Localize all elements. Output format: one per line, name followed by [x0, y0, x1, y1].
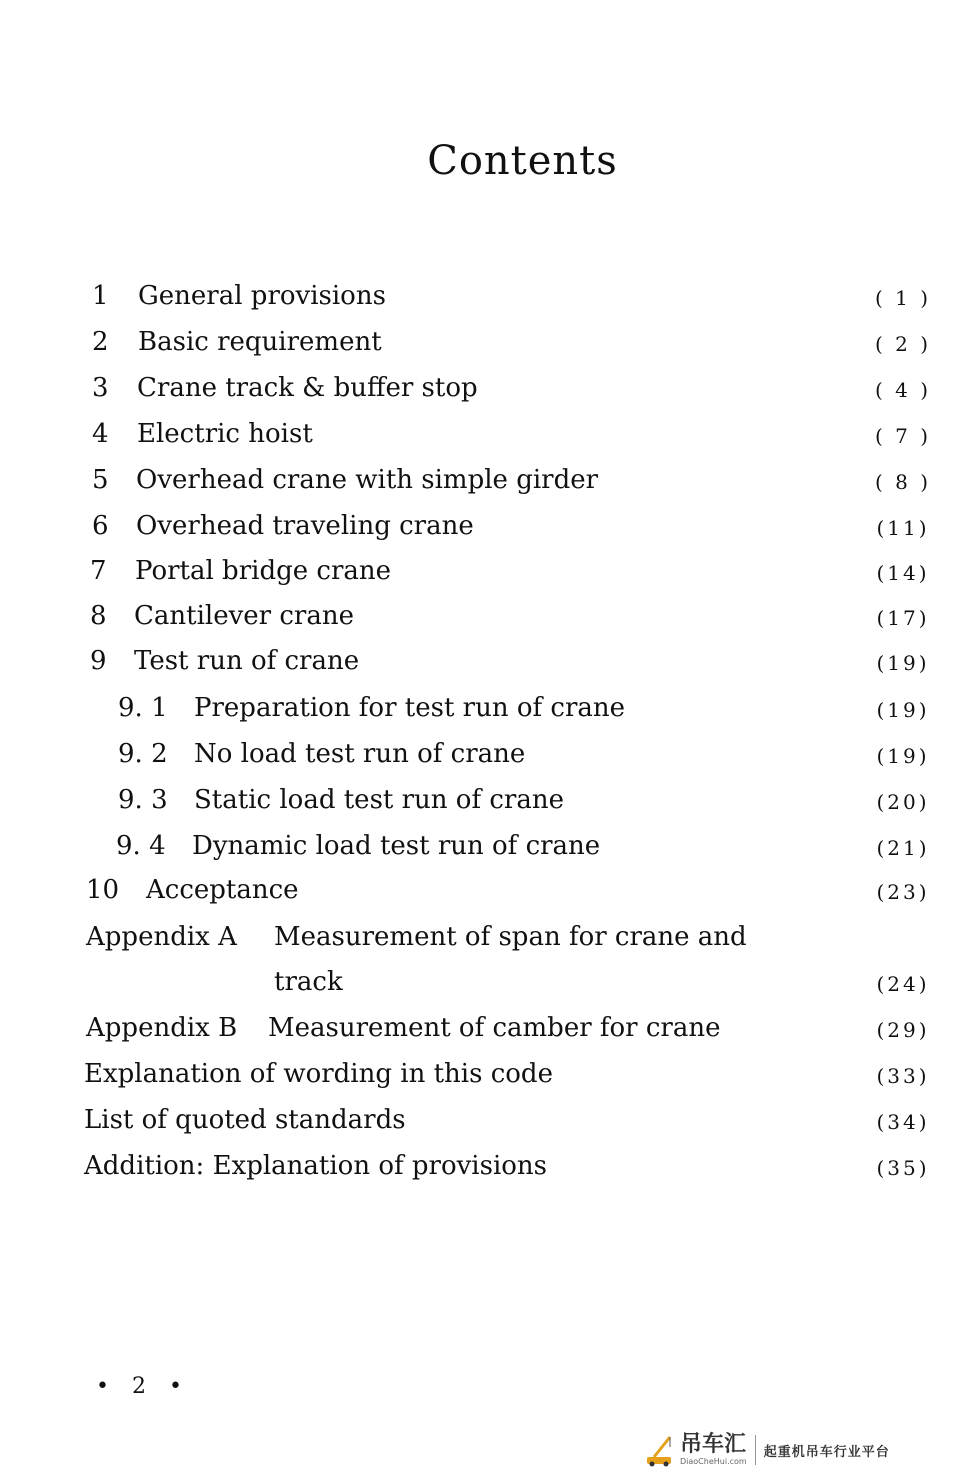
toc-entry[interactable] [0, 734, 975, 774]
toc-leader-dots [582, 1054, 852, 1094]
toc-entry-page: (35) [876, 1156, 930, 1180]
toc-entry-number: 6 [92, 511, 109, 541]
toc-entry-title: Overhead crane with simple girder [136, 465, 599, 495]
toc-entry[interactable] [0, 826, 975, 866]
toc-entry-title: Test run of crane [134, 646, 360, 676]
toc-entry[interactable] [0, 780, 975, 820]
toc-leader-dots [582, 1146, 850, 1186]
toc-leader-dots [344, 414, 860, 454]
toc-entry-page: (11) [876, 516, 930, 540]
toc-entry[interactable] [0, 414, 975, 454]
toc-entry-page: (33) [876, 1064, 930, 1088]
toc-entry-page: ( 4 ) [874, 378, 932, 402]
logo-domain: DiaoCheHui.com [680, 1457, 747, 1466]
toc-entry-title: Overhead traveling crane [136, 511, 474, 541]
toc-entry-page: (17) [876, 606, 930, 630]
logo-divider [755, 1435, 756, 1465]
page-title: Contents [427, 138, 618, 184]
toc-entry-number: 9 [90, 646, 107, 676]
toc-entry-title: Acceptance [146, 875, 299, 905]
toc-leader-dots [498, 368, 860, 408]
toc-entry-title: Crane track & buffer stop [137, 373, 478, 403]
toc-entry-title: List of quoted standards [84, 1105, 406, 1135]
logo-brand [680, 1434, 747, 1466]
toc-entry-page: (19) [876, 744, 930, 768]
toc-entry-page: (24) [876, 972, 930, 996]
toc-leader-dots [556, 734, 858, 774]
toc-entry-title: Static load test run of crane [194, 785, 564, 815]
toc-leader-dots [586, 780, 856, 820]
toc-entry[interactable] [0, 276, 975, 316]
logo-brand-name: 吊车汇 [680, 1432, 747, 1457]
toc-entry-title: Electric hoist [137, 419, 313, 449]
toc-entry-title: Addition: Explanation of provisions [84, 1151, 548, 1181]
watermark-logo [644, 1428, 944, 1472]
toc-entry-number: 9. 4 [116, 831, 166, 861]
toc-entry-page: (21) [876, 836, 930, 860]
toc-leader-dots [412, 276, 862, 316]
toc-leader-dots [428, 1100, 852, 1140]
crane-logo-icon [644, 1433, 676, 1467]
toc-leader-dots [616, 826, 856, 866]
toc-leader-dots [620, 460, 860, 500]
toc-leader-dots [408, 551, 858, 591]
toc-leader-dots [498, 506, 858, 546]
toc-entry[interactable] [0, 688, 975, 728]
toc-entry[interactable] [0, 460, 975, 500]
toc-entry[interactable] [0, 917, 975, 957]
toc-entry-title: Portal bridge crane [135, 556, 392, 586]
toc-entry-title: Cantilever crane [134, 601, 354, 631]
toc-entry[interactable] [0, 1146, 975, 1186]
toc-entry-page: (20) [876, 790, 930, 814]
toc-entry-title: General provisions [138, 281, 386, 311]
toc-entry-number: 9. 1 [118, 693, 168, 723]
toc-entry-number: Appendix B [86, 1013, 238, 1043]
toc-entry-page: ( 7 ) [874, 424, 932, 448]
toc-entry-page: (29) [876, 1018, 930, 1042]
toc-entry[interactable] [0, 368, 975, 408]
toc-leader-dots [410, 322, 862, 362]
toc-entry-title: No load test run of crane [194, 739, 526, 769]
toc-entry-title: Dynamic load test run of crane [192, 831, 601, 861]
toc-entry-number: 8 [90, 601, 107, 631]
toc-entry-page: ( 8 ) [874, 470, 932, 494]
toc-entry-page: (19) [876, 651, 930, 675]
toc-entry-number: 1 [92, 281, 109, 311]
toc-entry-number: 5 [92, 465, 109, 495]
toc-entry-title: Measurement of camber for crane [268, 1013, 721, 1043]
toc-entry-title: Measurement of span for crane and [274, 922, 747, 952]
toc-entry-number: 2 [92, 327, 109, 357]
page-number: • 2 • [96, 1374, 190, 1399]
toc-entry-title: track [274, 967, 343, 997]
toc-entry-page: (14) [876, 561, 930, 585]
toc-entry[interactable] [0, 596, 975, 636]
logo-tagline: 起重机吊车行业平台 [763, 1444, 890, 1460]
toc-entry-page: ( 1 ) [874, 286, 932, 310]
toc-entry-page: (34) [876, 1110, 930, 1134]
toc-leader-dots [312, 870, 856, 910]
toc-entry[interactable] [0, 1008, 975, 1048]
toc-entry-number: 7 [90, 556, 107, 586]
toc-entry[interactable] [0, 870, 975, 910]
toc-leader-dots [374, 596, 858, 636]
toc-entry[interactable] [0, 1054, 975, 1094]
toc-entry[interactable] [0, 1100, 975, 1140]
toc-entry-number: 9. 2 [118, 739, 168, 769]
toc-entry[interactable] [0, 641, 975, 681]
toc-entry-title: Explanation of wording in this code [84, 1059, 553, 1089]
toc-leader-dots [372, 641, 858, 681]
toc-leader-dots [734, 1008, 854, 1048]
toc-entry-title: Preparation for test run of crane [194, 693, 626, 723]
toc-entry-number: 10 [86, 875, 120, 905]
toc-entry-number: 9. 3 [118, 785, 168, 815]
toc-entry-continuation[interactable] [0, 962, 975, 1002]
toc-entry-number: 3 [92, 373, 109, 403]
toc-entry-page: ( 2 ) [874, 332, 932, 356]
toc-entry-page: (19) [876, 698, 930, 722]
toc-entry-number: Appendix A [86, 922, 237, 952]
toc-entry-number: 4 [92, 419, 109, 449]
toc-leader-dots [648, 688, 858, 728]
toc-entry[interactable] [0, 322, 975, 362]
toc-leader-dots [370, 962, 854, 1002]
toc-entry[interactable] [0, 551, 975, 591]
toc-entry-page: (23) [876, 880, 930, 904]
toc-entry[interactable] [0, 506, 975, 546]
toc-entry-title: Basic requirement [138, 327, 382, 357]
